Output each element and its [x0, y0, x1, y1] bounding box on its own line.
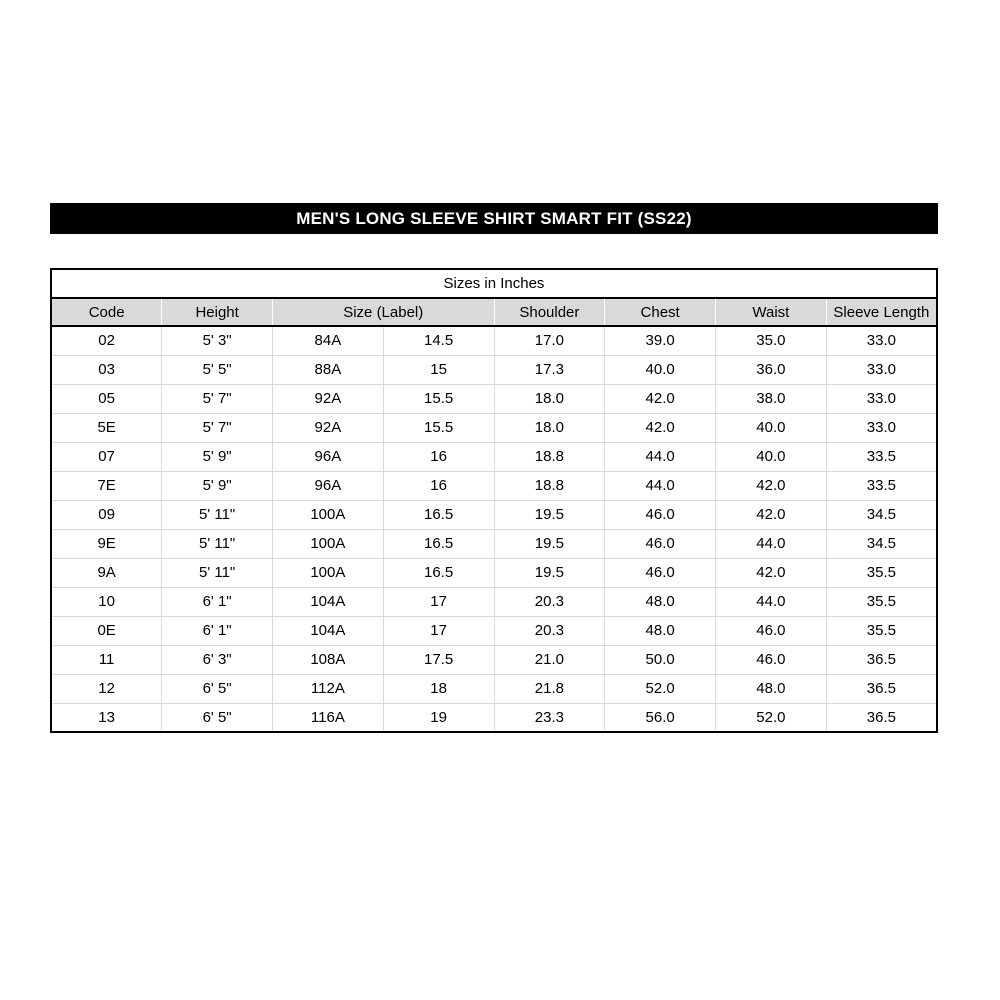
table-cell: 16	[383, 471, 494, 500]
table-cell: 48.0	[716, 674, 827, 703]
table-cell: 39.0	[605, 326, 716, 355]
table-cell: 52.0	[716, 703, 827, 732]
table-cell: 42.0	[605, 413, 716, 442]
table-row	[51, 442, 937, 471]
table-cell: 6' 5"	[162, 703, 273, 732]
table-cell: 0E	[51, 616, 162, 645]
table-cell: 46.0	[605, 500, 716, 529]
table-cell: 18.8	[494, 442, 605, 471]
table-cell: 5E	[51, 413, 162, 442]
table-cell: 19	[383, 703, 494, 732]
table-cell: 108A	[273, 645, 384, 674]
table-cell: 12	[51, 674, 162, 703]
table-cell: 35.5	[826, 558, 937, 587]
table-row	[51, 674, 937, 703]
table-cell: 33.5	[826, 442, 937, 471]
table-row	[51, 500, 937, 529]
table-cell: 92A	[273, 413, 384, 442]
table-cell: 5' 9"	[162, 471, 273, 500]
table-cell: 19.5	[494, 558, 605, 587]
table-cell: 07	[51, 442, 162, 471]
table-cell: 34.5	[826, 529, 937, 558]
table-cell: 16.5	[383, 529, 494, 558]
table-cell: 14.5	[383, 326, 494, 355]
table-cell: 09	[51, 500, 162, 529]
table-cell: 19.5	[494, 500, 605, 529]
table-cell: 16	[383, 442, 494, 471]
table-cell: 5' 11"	[162, 500, 273, 529]
table-row	[51, 529, 937, 558]
table-cell: 44.0	[605, 442, 716, 471]
table-cell: 17.0	[494, 326, 605, 355]
table-cell: 33.0	[826, 326, 937, 355]
table-row	[51, 471, 937, 500]
table-cell: 116A	[273, 703, 384, 732]
table-caption-row	[51, 269, 937, 298]
table-cell: 17	[383, 587, 494, 616]
table-cell: 33.0	[826, 355, 937, 384]
table-cell: 56.0	[605, 703, 716, 732]
table-cell: 92A	[273, 384, 384, 413]
table-cell: 40.0	[605, 355, 716, 384]
table-cell: 5' 11"	[162, 529, 273, 558]
table-cell: 18.0	[494, 413, 605, 442]
table-cell: 35.5	[826, 616, 937, 645]
table-cell: 36.0	[716, 355, 827, 384]
table-cell: 50.0	[605, 645, 716, 674]
table-cell: 23.3	[494, 703, 605, 732]
table-cell: 21.0	[494, 645, 605, 674]
table-header-row	[51, 298, 937, 326]
table-cell: 42.0	[605, 384, 716, 413]
table-cell: 21.8	[494, 674, 605, 703]
table-cell: 5' 11"	[162, 558, 273, 587]
table-cell: 33.0	[826, 384, 937, 413]
table-cell: 5' 9"	[162, 442, 273, 471]
table-cell: 02	[51, 326, 162, 355]
table-cell: 44.0	[605, 471, 716, 500]
table-row	[51, 558, 937, 587]
table-cell: 104A	[273, 587, 384, 616]
table-cell: 44.0	[716, 529, 827, 558]
table-cell: 36.5	[826, 645, 937, 674]
table-cell: 9E	[51, 529, 162, 558]
table-cell: 17.5	[383, 645, 494, 674]
table-cell: 19.5	[494, 529, 605, 558]
table-cell: 05	[51, 384, 162, 413]
column-header-code: Code	[51, 298, 162, 326]
table-cell: 36.5	[826, 703, 937, 732]
size-table	[50, 268, 938, 733]
table-cell: 6' 1"	[162, 587, 273, 616]
table-row	[51, 645, 937, 674]
table-cell: 33.5	[826, 471, 937, 500]
table-cell: 100A	[273, 529, 384, 558]
table-cell: 18	[383, 674, 494, 703]
table-cell: 100A	[273, 558, 384, 587]
table-cell: 9A	[51, 558, 162, 587]
table-cell: 7E	[51, 471, 162, 500]
table-cell: 5' 7"	[162, 384, 273, 413]
table-cell: 15.5	[383, 384, 494, 413]
table-cell: 36.5	[826, 674, 937, 703]
table-body	[51, 326, 937, 732]
table-cell: 17	[383, 616, 494, 645]
table-cell: 46.0	[605, 558, 716, 587]
table-cell: 35.0	[716, 326, 827, 355]
table-cell: 5' 7"	[162, 413, 273, 442]
table-cell: 18.8	[494, 471, 605, 500]
table-row	[51, 587, 937, 616]
table-cell: 44.0	[716, 587, 827, 616]
table-cell: 16.5	[383, 558, 494, 587]
table-cell: 34.5	[826, 500, 937, 529]
table-cell: 38.0	[716, 384, 827, 413]
table-cell: 20.3	[494, 587, 605, 616]
table-cell: 52.0	[605, 674, 716, 703]
table-cell: 15.5	[383, 413, 494, 442]
table-cell: 104A	[273, 616, 384, 645]
table-cell: 03	[51, 355, 162, 384]
table-cell: 96A	[273, 471, 384, 500]
table-cell: 18.0	[494, 384, 605, 413]
table-cell: 17.3	[494, 355, 605, 384]
table-cell: 46.0	[716, 645, 827, 674]
chart-title-banner: MEN'S LONG SLEEVE SHIRT SMART FIT (SS22)	[50, 203, 938, 234]
table-cell: 5' 3"	[162, 326, 273, 355]
table-cell: 96A	[273, 442, 384, 471]
column-header-height: Height	[162, 298, 273, 326]
table-cell: 15	[383, 355, 494, 384]
table-cell: 5' 5"	[162, 355, 273, 384]
column-header-size-label: Size (Label)	[273, 298, 495, 326]
table-caption: Sizes in Inches	[51, 269, 937, 298]
table-cell: 6' 5"	[162, 674, 273, 703]
column-header-chest: Chest	[605, 298, 716, 326]
table-cell: 35.5	[826, 587, 937, 616]
table-cell: 20.3	[494, 616, 605, 645]
table-cell: 46.0	[716, 616, 827, 645]
table-cell: 11	[51, 645, 162, 674]
table-row	[51, 355, 937, 384]
table-cell: 112A	[273, 674, 384, 703]
table-cell: 10	[51, 587, 162, 616]
table-cell: 16.5	[383, 500, 494, 529]
table-cell: 42.0	[716, 500, 827, 529]
table-cell: 46.0	[605, 529, 716, 558]
table-row	[51, 384, 937, 413]
table-cell: 48.0	[605, 587, 716, 616]
table-row	[51, 413, 937, 442]
table-row	[51, 326, 937, 355]
table-cell: 33.0	[826, 413, 937, 442]
table-cell: 100A	[273, 500, 384, 529]
table-cell: 42.0	[716, 471, 827, 500]
table-cell: 6' 1"	[162, 616, 273, 645]
table-cell: 84A	[273, 326, 384, 355]
table-cell: 88A	[273, 355, 384, 384]
table-cell: 48.0	[605, 616, 716, 645]
table-cell: 42.0	[716, 558, 827, 587]
table-cell: 40.0	[716, 442, 827, 471]
table-row	[51, 703, 937, 732]
table-cell: 13	[51, 703, 162, 732]
table-cell: 40.0	[716, 413, 827, 442]
table-row	[51, 616, 937, 645]
table-cell: 6' 3"	[162, 645, 273, 674]
column-header-waist: Waist	[716, 298, 827, 326]
size-chart	[50, 268, 938, 733]
column-header-shoulder: Shoulder	[494, 298, 605, 326]
column-header-sleeve-length: Sleeve Length	[826, 298, 937, 326]
